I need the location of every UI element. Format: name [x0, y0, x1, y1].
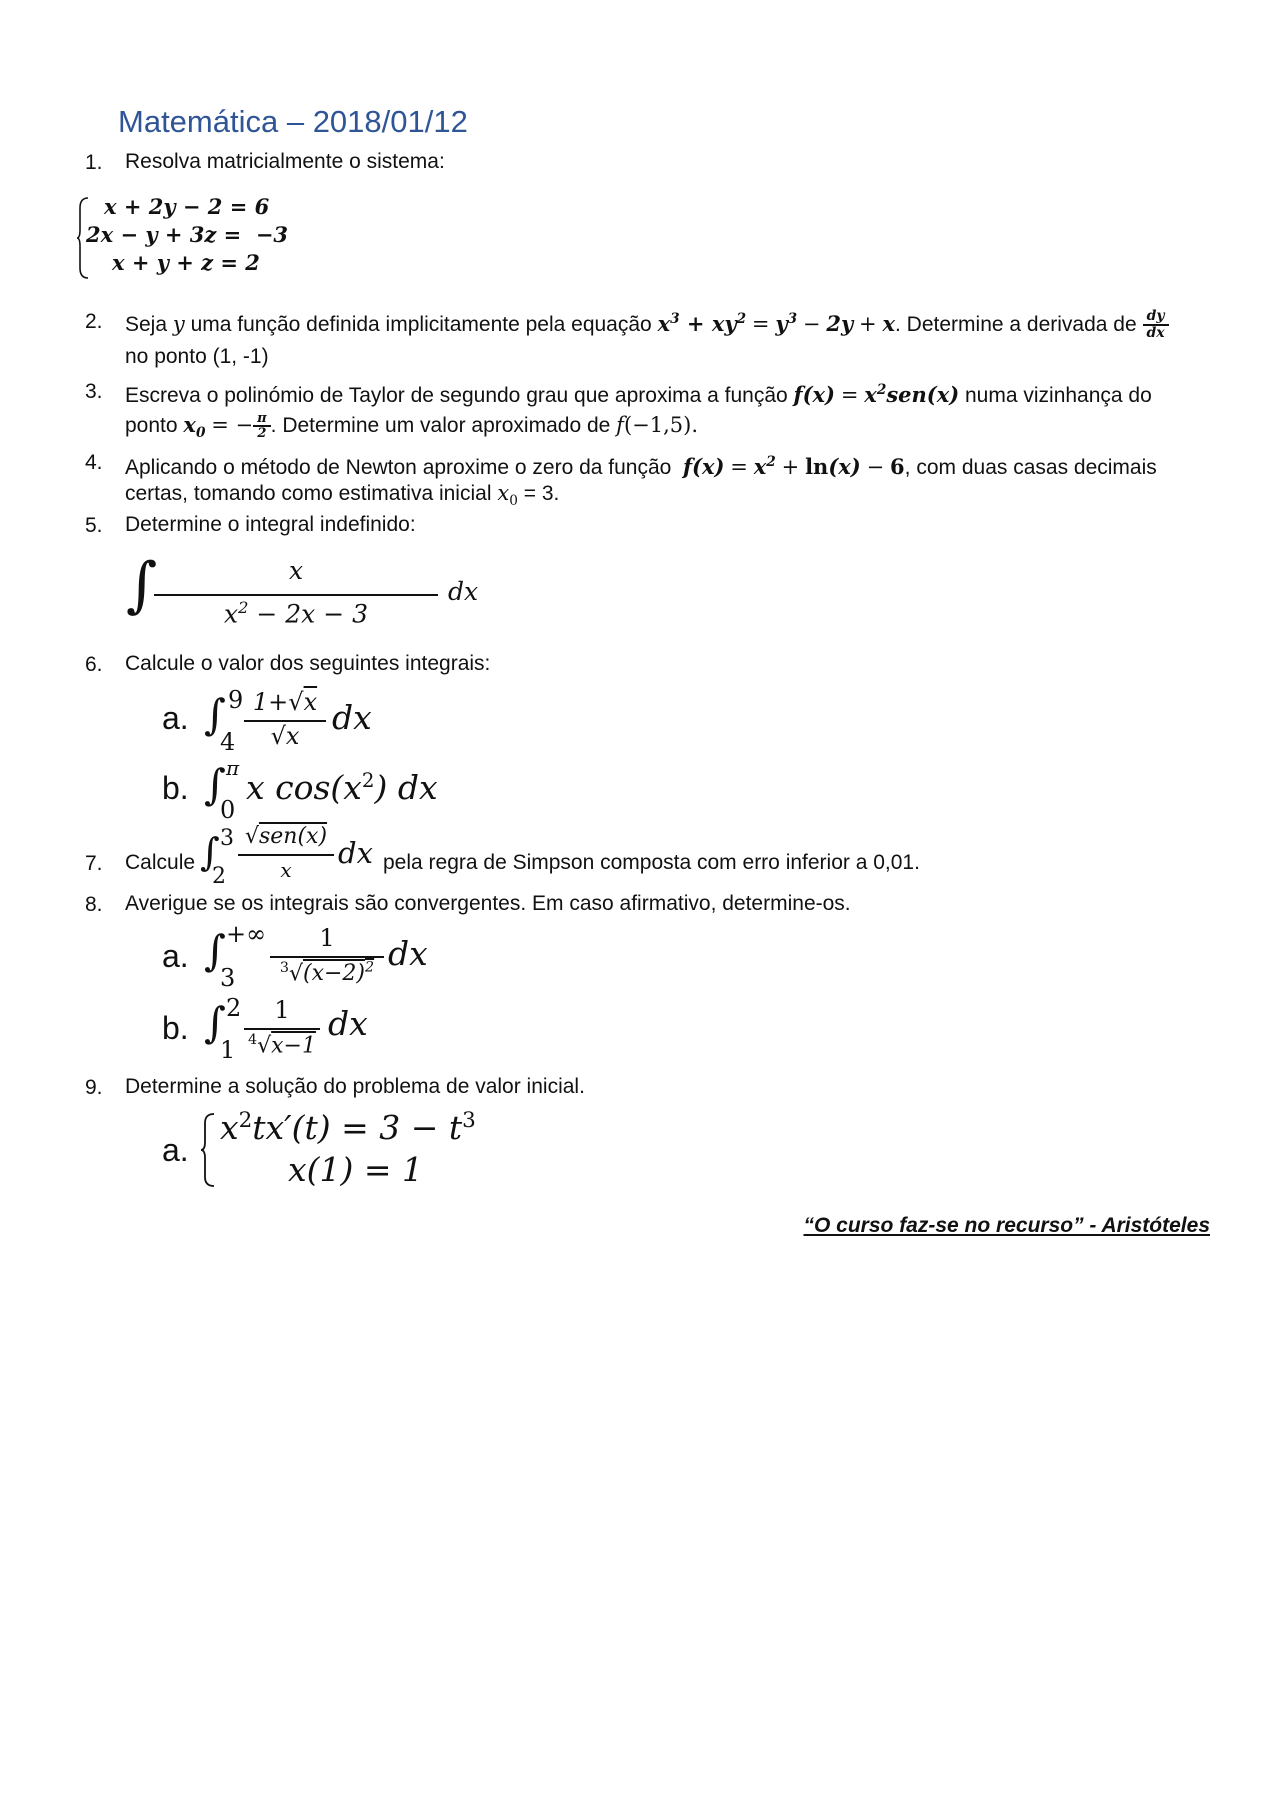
q6a-label: a. [162, 700, 189, 736]
q2-line1: Seja y uma função definida implicitamente pela equação $x^3 + xy^2 = y^3 - 2y + x$. Determine a derivada de $\frac{dy}{dx}$ [125, 304, 1210, 341]
q9-text: Determine a solução do problema de valor inicial. [125, 1075, 585, 1098]
q9-number: 9. [85, 1076, 103, 1099]
q4-number: 4. [85, 451, 103, 474]
q1-number: 1. [85, 151, 103, 174]
page-title: Matemática – 2018/01/12 [118, 104, 468, 139]
q3-number: 3. [85, 380, 103, 403]
q2-line2: no ponto (1, -1) [125, 345, 269, 368]
q5-number: 5. [85, 514, 103, 537]
q7-text-a: Calcule [125, 851, 196, 874]
q6-text: Calcule o valor dos seguintes integrais: [125, 652, 491, 675]
q1-text: Resolva matricialmente o sistema: [125, 150, 445, 173]
q4-line1: Aplicando o método de Newton aproxime o zero da função $f(x) = x^2 + \ln(x) - 6$, com duas casas decimais [125, 454, 1157, 479]
q8-number: 8. [85, 893, 103, 916]
q8-text: Averigue se os integrais são convergentes. Em caso afirmativo, determine-os. [125, 892, 851, 915]
exam-page: Matemática – 2018/01/12 1. Resolva matricialmente o sistema: x + 2y − 2 = 6 2x − y + 3z = −3 x + y + z = 2 2. Seja y uma função definida implicitamente pela equação $x^3 + xy^2 = y^3 - 2y + x$. Determine a derivada de $\frac{dy}{dx}$ no ponto (1, -1) 3. Escreva o polinómio de Taylor de segundo grau que aproxima a função $f(x) = x^2sen(x)$ numa vizinhança do ponto $x_0$ = − $\frac{\pi}{2}$ . Determine um valor aproximado de f(−1,5). 4. Aplicando o método de Newton aproxime o zero da função $f(x) = x^2 + \ln(x) - 6$, com duas casas decimais certas, tomando como estimativa inicial $x_0 = 3$. 5. Determine o integral indefinido: ∫ x $x^2 - 2x - 3$ dx 6. Calcule o valor dos seguintes integrais: a. ∫ 9 4 1+√x √x dx b. ∫ π 0 x $\cos(x^2)$ dx 7. Calcule ∫ 3 2 √sen(x) x dx pela regra de Simpson composta com erro inferior a 0,01. 8. Averigue se os integrais são convergentes. Em caso afirmativo, determine-os. a. ∫ +∞ 3 1 $^3√(x-2)^2$ dx b. ∫ 2 1 1 $^4$√x−1 dx 9. Determine a solução do problema de valor inicial. a. $x^2tx'(t) = 3 - t^3$ x(1) = 1 “O curso faz-se no recurso” - Aristóteles [0, 0, 1280, 1811]
left-brace-icon [200, 1112, 216, 1188]
q7-number: 7. [85, 852, 103, 875]
q6b-label: b. [162, 770, 189, 806]
q8a-label: a. [162, 938, 189, 974]
q8b-label: b. [162, 1010, 189, 1046]
q9a-label: a. [162, 1132, 189, 1168]
closing-quote: “O curso faz-se no recurso” - Aristóteles [803, 1214, 1210, 1237]
q4-line2: certas, tomando como estimativa inicial $x_0 = 3$. [125, 481, 560, 510]
q7-text-b: pela regra de Simpson composta com erro inferior a 0,01. [383, 851, 920, 874]
q3-line1: Escreva o polinómio de Taylor de segundo grau que aproxima a função $f(x) = x^2sen(x)$ numa vizinhança do [125, 382, 1152, 407]
q3-line2: ponto $x_0$ = − $\frac{\pi}{2}$ . Determine um valor aproximado de f(−1,5). [125, 411, 699, 442]
q5-text: Determine o integral indefinido: [125, 513, 416, 536]
q6-number: 6. [85, 653, 103, 676]
q2-number: 2. [85, 310, 103, 333]
